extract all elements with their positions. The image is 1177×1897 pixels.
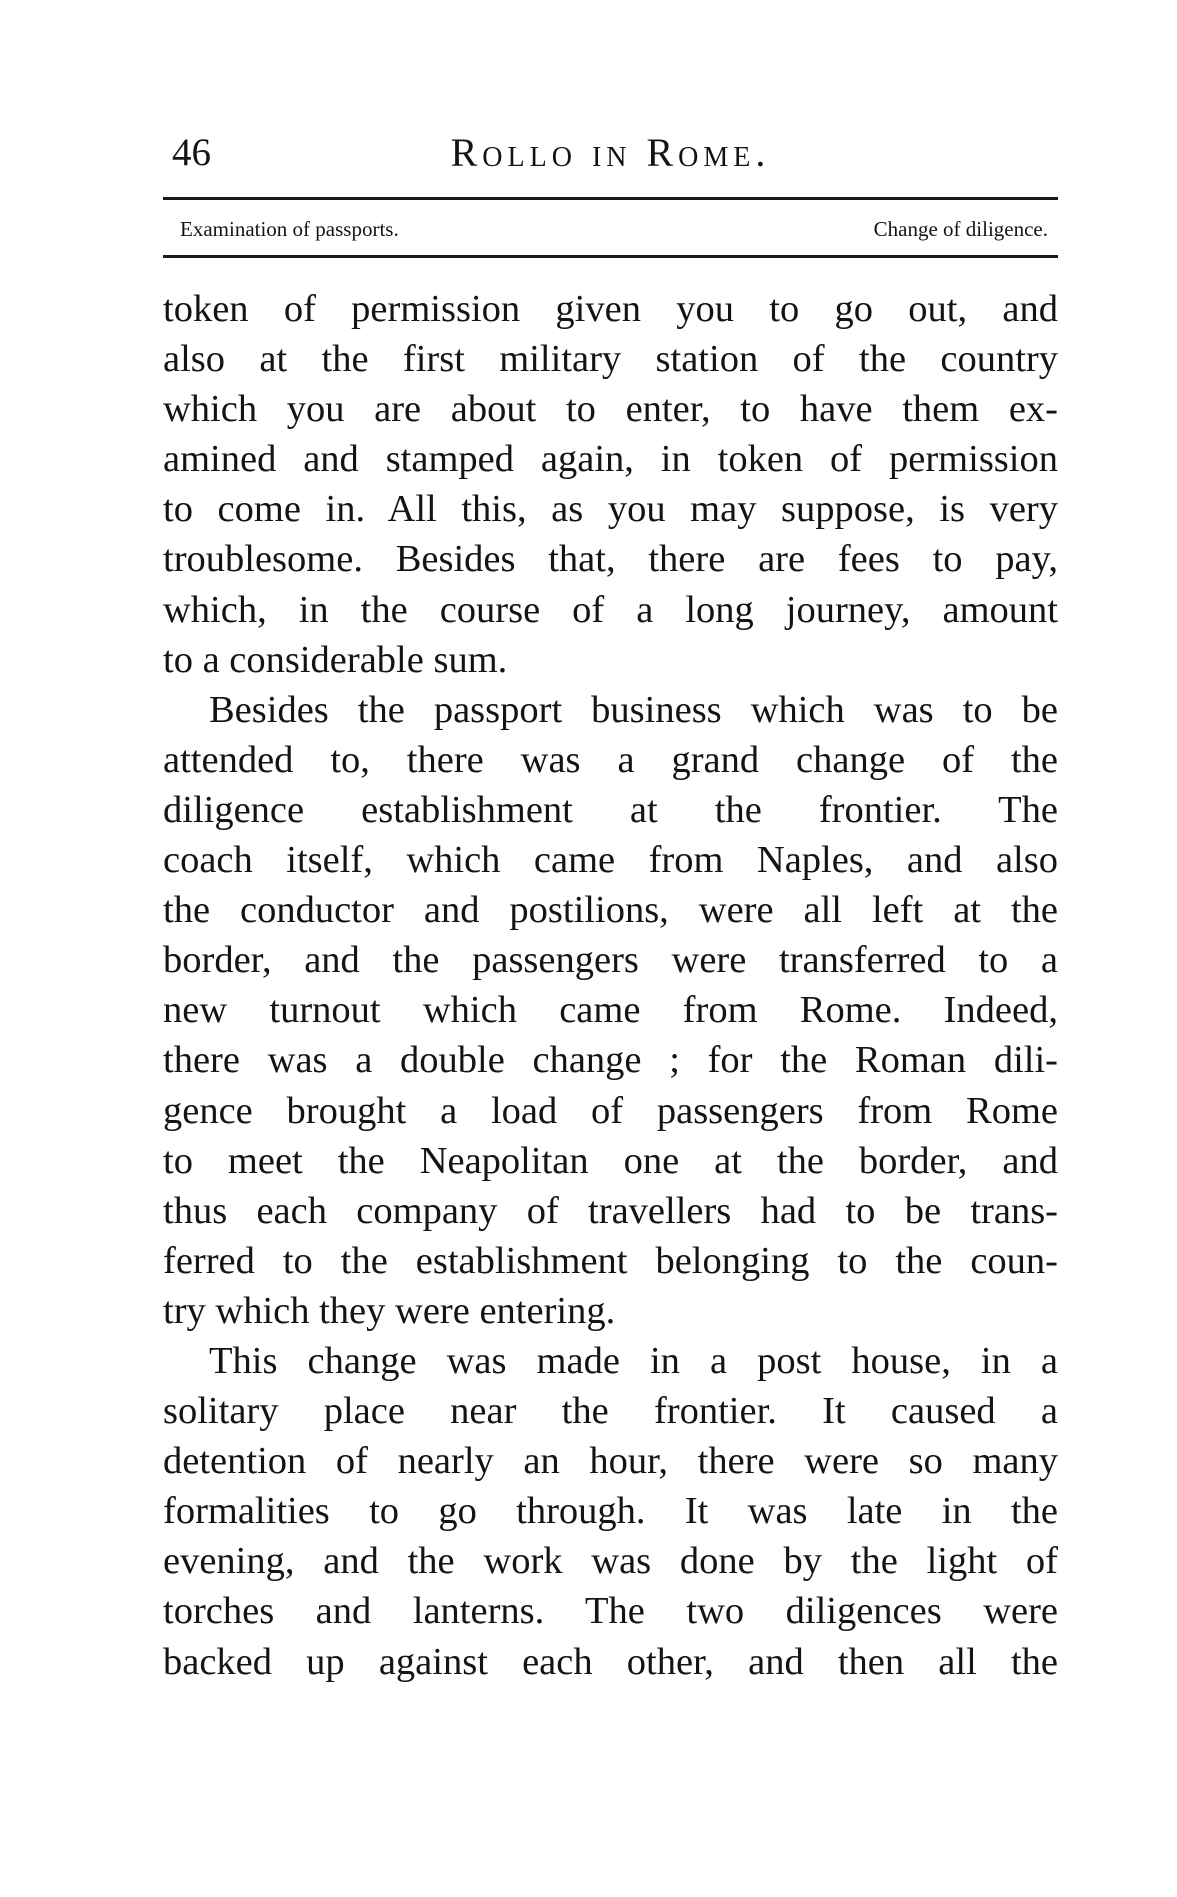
text-line: Besides the passport business which was to be <box>209 688 1058 731</box>
text-line: evening, and the work was done by the light of <box>163 1540 1058 1583</box>
text-line: This change was made in a post house, in a <box>209 1339 1058 1382</box>
side-note-right: Change of diligence. <box>873 217 1048 241</box>
text-line: formalities to go through. It was late in the <box>163 1490 1058 1533</box>
text-line: the conductor and postilions, were all left at the <box>163 889 1058 932</box>
text-line: to come in. All this, as you may suppose, is very <box>163 488 1058 531</box>
text-line: coach itself, which came from Naples, and also <box>163 839 1058 882</box>
text-line: there was a double change ; for the Roman dili- <box>163 1039 1058 1082</box>
text-line: try which they were entering. <box>163 1289 616 1332</box>
text-line: to a considerable sum. <box>163 638 508 681</box>
text-line: to meet the Neapolitan one at the border, and <box>163 1139 1058 1182</box>
header-rule-top <box>163 197 1058 200</box>
text-line: detention of nearly an hour, there were so many <box>163 1440 1058 1483</box>
text-line: which, in the course of a long journey, amount <box>163 588 1058 631</box>
marginal-notes <box>163 210 1058 248</box>
text-line: border, and the passengers were transferred to a <box>163 939 1058 982</box>
text-line: backed up against each other, and then all the <box>163 1640 1058 1683</box>
header-rule-bottom <box>163 255 1058 258</box>
text-line: attended to, there was a grand change of the <box>163 738 1058 781</box>
side-note-left: Examination of passports. <box>180 217 399 241</box>
text-line: also at the first military station of the country <box>163 338 1058 381</box>
text-line: which you are about to enter, to have them ex- <box>163 388 1058 431</box>
text-line: amined and stamped again, in token of permission <box>163 438 1058 481</box>
text-line: ferred to the establishment belonging to the coun- <box>163 1239 1058 1282</box>
text-line: solitary place near the frontier. It caused a <box>163 1390 1058 1433</box>
page-number: 46 <box>172 131 211 174</box>
book-title: Rollo in Rome. <box>450 130 771 175</box>
text-line: troublesome. Besides that, there are fees to pay, <box>163 538 1058 581</box>
body-text <box>163 284 1058 1687</box>
text-line: gence brought a load of passengers from Rome <box>163 1089 1058 1132</box>
text-line: torches and lanterns. The two diligences were <box>163 1590 1058 1633</box>
text-line: thus each company of travellers had to be trans- <box>163 1189 1058 1232</box>
text-line: new turnout which came from Rome. Indeed, <box>163 989 1058 1032</box>
running-head <box>163 128 1058 178</box>
text-line: diligence establishment at the frontier. The <box>163 788 1058 831</box>
text-line: token of permission given you to go out, and <box>163 288 1058 330</box>
